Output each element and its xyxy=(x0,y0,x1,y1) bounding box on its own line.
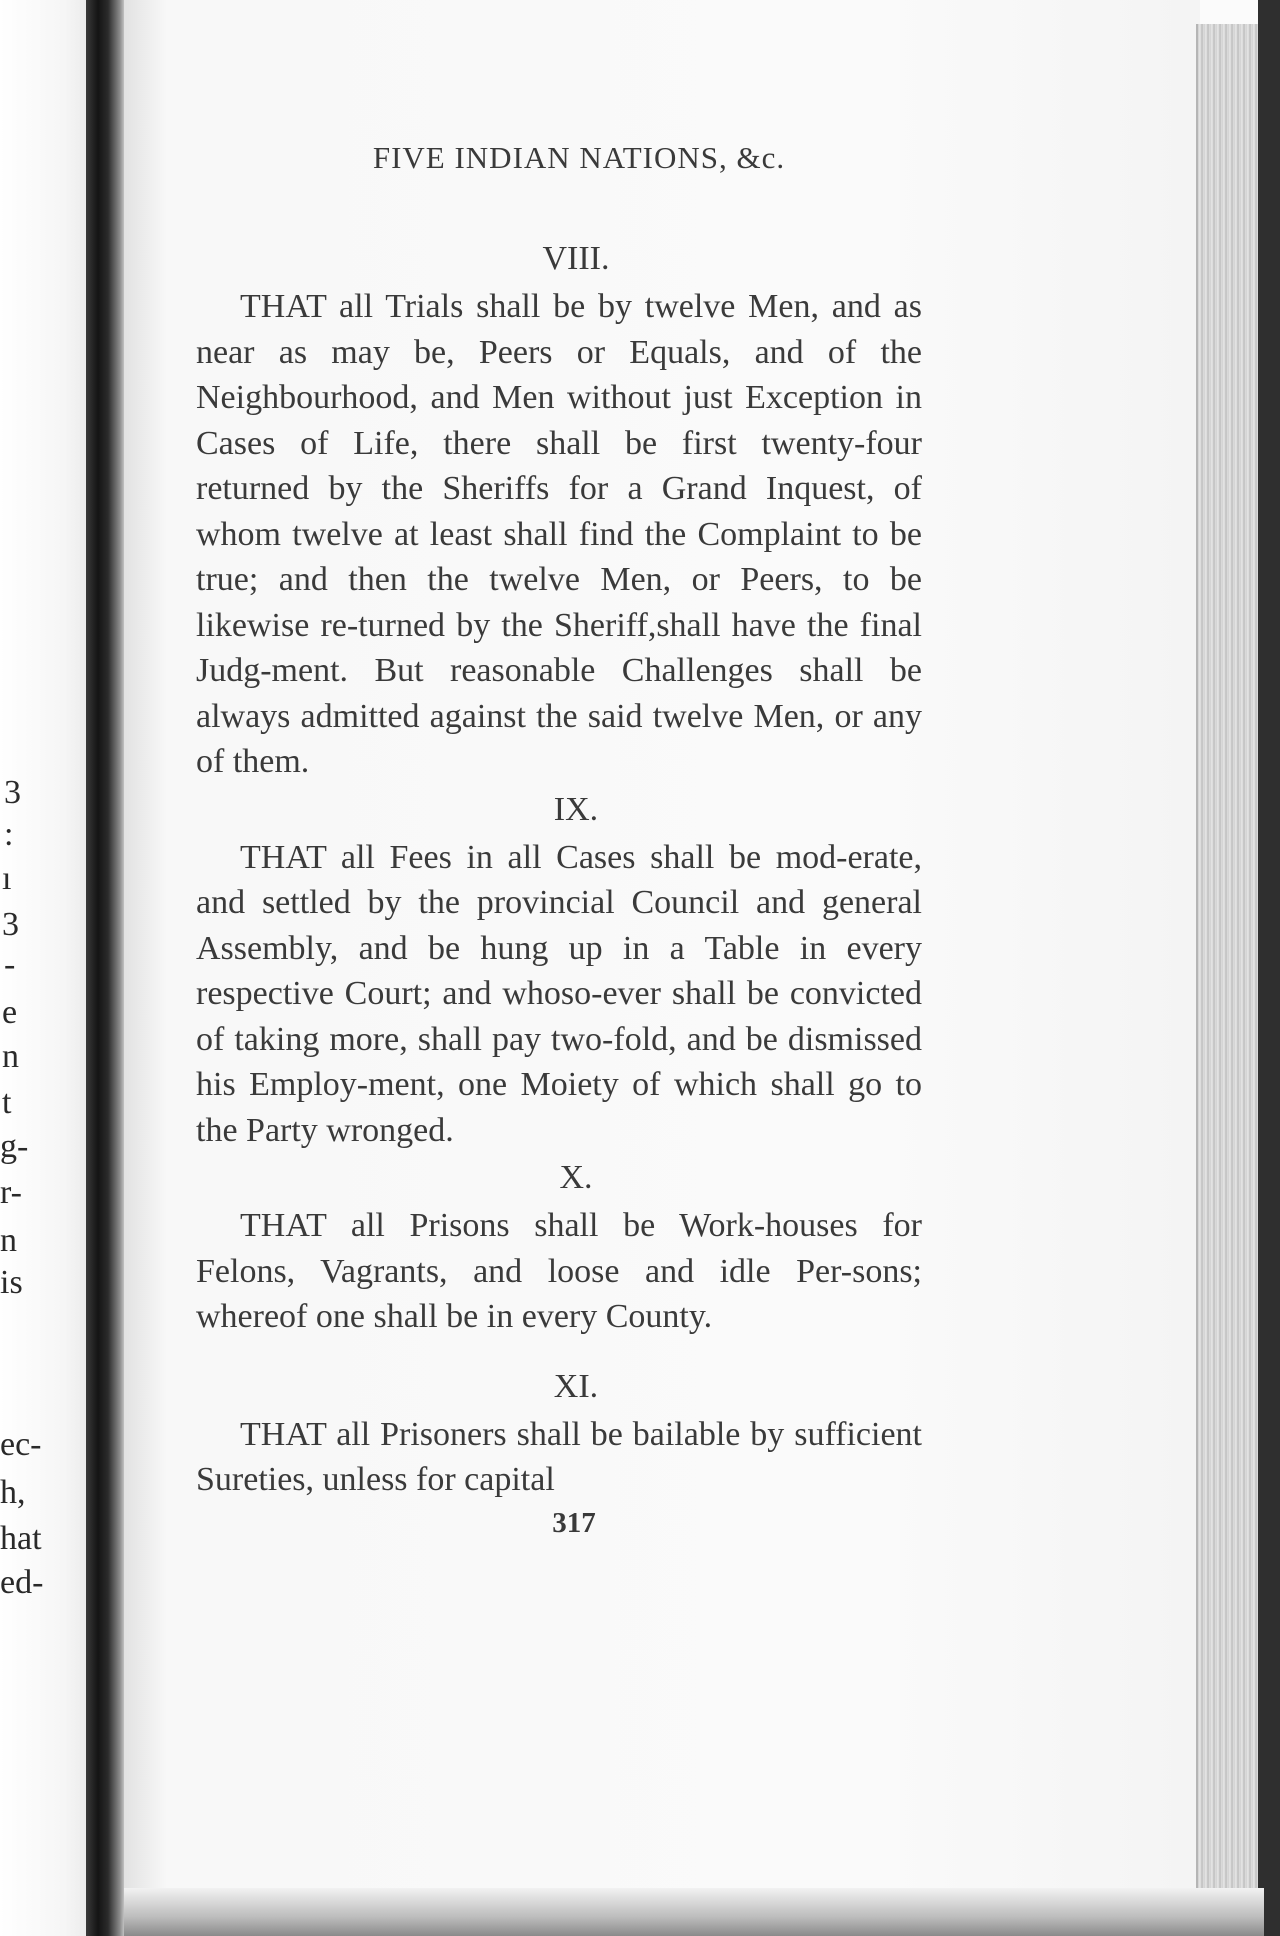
section-paragraph: THAT all Fees in all Cases shall be mod-erate, and settled by the provincial Council and general Assembly, and be hung up in a Table in every respective Court; and whoso-ever shall be convicted of taking more, shall pay two-fold, and be dismissed his Employ-ment, one Moiety of which shall go to the Party wronged. xyxy=(196,838,922,1149)
margin-fragment: - xyxy=(4,946,16,983)
margin-fragment: n xyxy=(2,1038,19,1075)
section-paragraph: THAT all Trials shall be by twelve Men, and as near as may be, Peers or Equals, and of the Neighbourhood, and Men without just Exception in Cases of Life, there shall be first twenty-four returned by the Sheriffs for a Grand Inquest, of whom twelve at least shall find the Complaint to be true; and then the twelve Men, or Peers, to be likewise re-turned by the Sheriff,shall have the final Judg-ment. But reasonable Challenges shall be always admitted against the said twelve Men, or any of them. xyxy=(196,288,922,780)
section-paragraph: THAT all Prisoners shall be bailable by sufficient Sureties, unless for capital xyxy=(196,1415,922,1498)
book-gutter xyxy=(86,0,126,1936)
margin-fragment: g- xyxy=(0,1128,29,1165)
margin-fragment: n xyxy=(0,1222,17,1259)
page-number: 317 xyxy=(552,1506,596,1539)
margin-fragment: 3 xyxy=(2,906,19,943)
left-facing-page xyxy=(0,0,92,1936)
page-text xyxy=(196,140,922,1540)
section-number: XI. xyxy=(553,1367,599,1405)
section-paragraph: THAT all Prisons shall be Work-houses for Felons, Vagrants, and loose and idle Per-sons; whereof one shall be in every County. xyxy=(196,1207,922,1335)
margin-fragment: : xyxy=(4,816,14,853)
margin-fragment: t xyxy=(2,1084,12,1121)
book-edge-shadow xyxy=(1258,0,1280,1936)
section-number: VIII. xyxy=(542,240,610,277)
margin-fragment: ı xyxy=(2,860,12,897)
margin-fragment: r- xyxy=(0,1174,22,1211)
bottom-edge-shadow xyxy=(124,1888,1264,1936)
margin-fragment: ec- xyxy=(0,1426,42,1463)
section-number: X. xyxy=(559,1159,593,1196)
margin-fragment: e xyxy=(2,994,18,1031)
margin-fragment: ed- xyxy=(0,1564,44,1601)
margin-fragment: h, xyxy=(0,1474,26,1511)
section-number: IX. xyxy=(553,790,599,828)
margin-fragment: 3 xyxy=(4,774,21,811)
running-head: FIVE INDIAN NATIONS, &c. xyxy=(372,140,786,175)
margin-fragment: hat xyxy=(0,1520,42,1557)
margin-fragment: is xyxy=(0,1264,23,1301)
